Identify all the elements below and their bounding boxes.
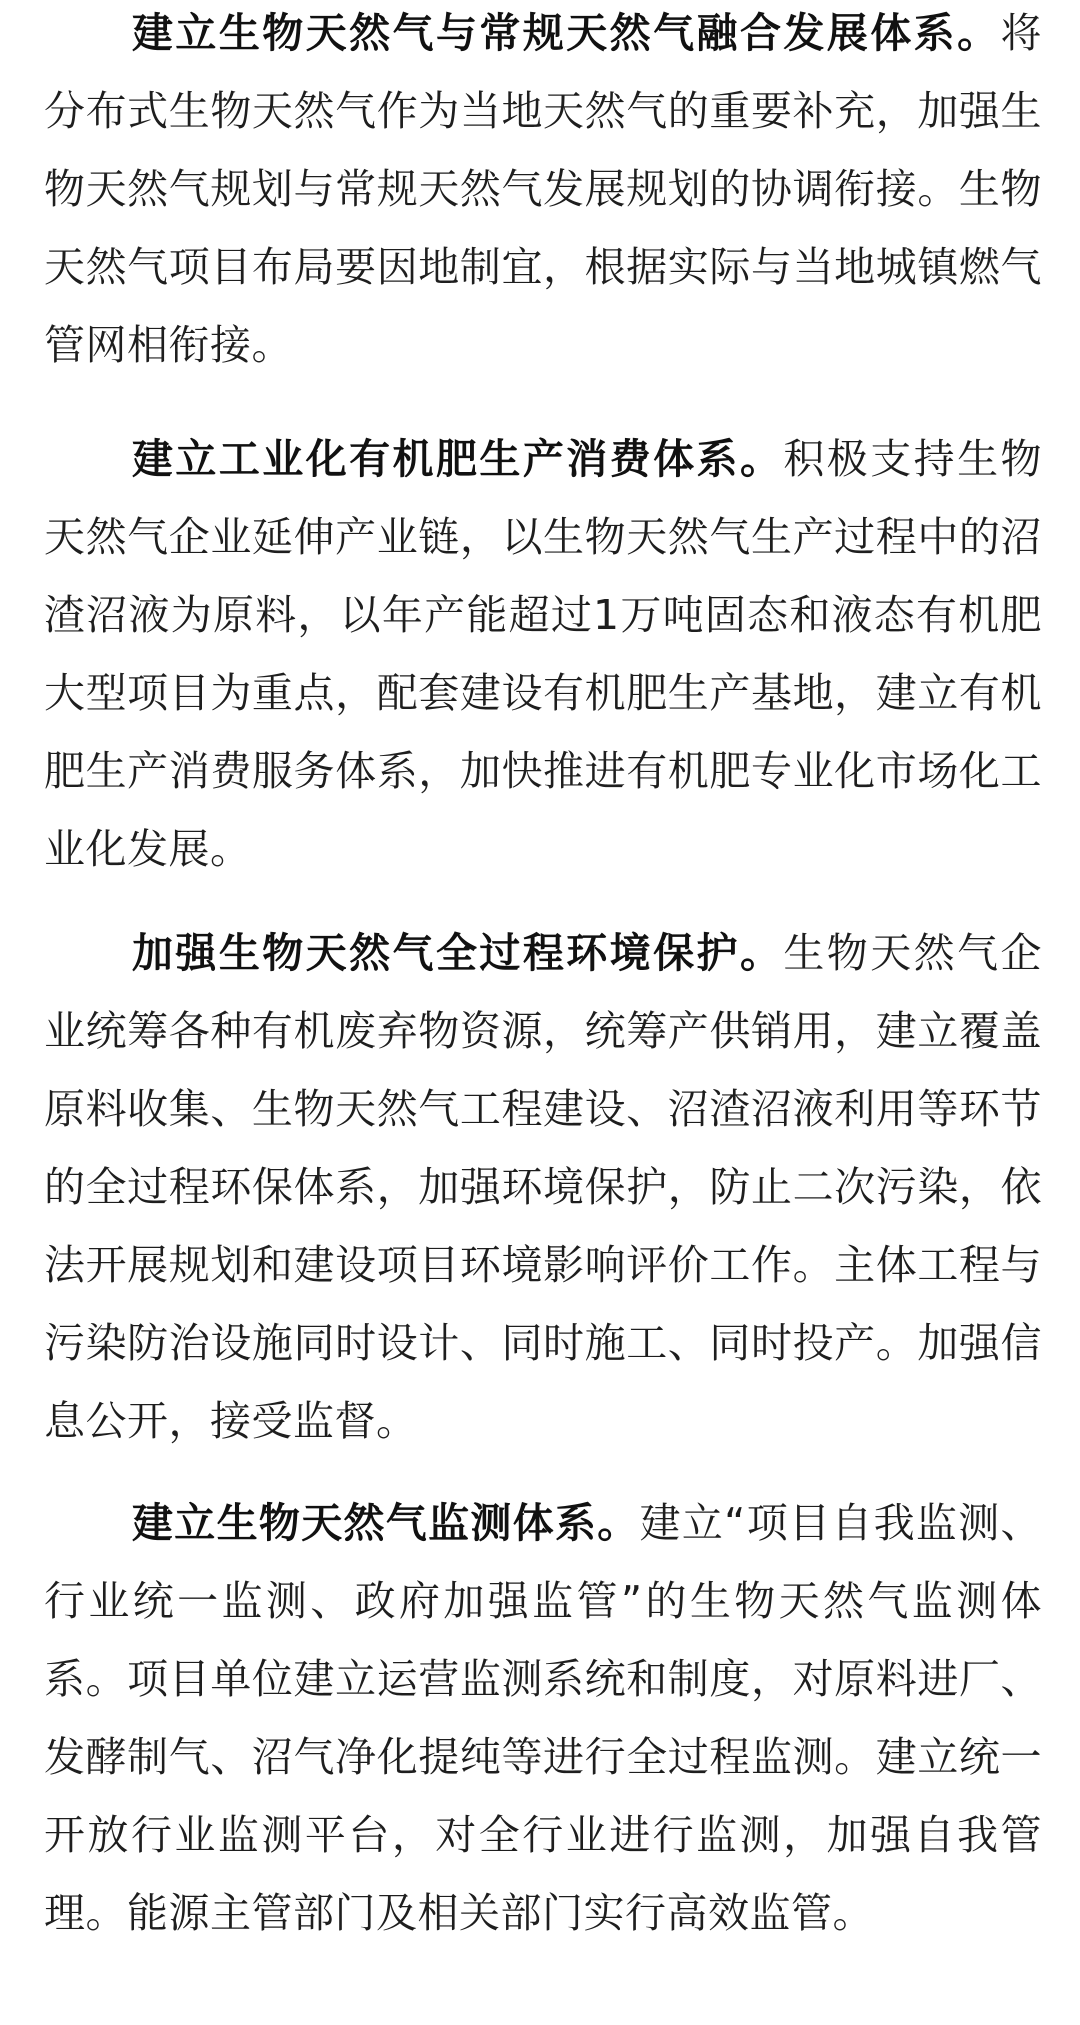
paragraph-heading: 加强生物天然气全过程环境保护。: [132, 929, 784, 977]
paragraph-body: 生物天然气企业统筹各种有机废弃物资源，统筹产供销用，建立覆盖原料收集、生物天然气工程建设、沼渣沼液利用等环节的全过程环保体系，加强环境保护，防止二次污染，依 法开展规划和建设项目环境影响评价工作。主体工程与污染防治设施同时设计、同时施工、同时投产。加强信息公开，接受监督。: [44, 929, 1042, 1445]
paragraph-heading: 建立工业化有机肥生产消费体系。: [132, 435, 784, 483]
paragraph-body: 积极支持生物天然气企业延伸产业链，以生物天然气生产过程中的沼渣沼液为原料，以年产能超过1万吨固态和液态有机肥大型项目为重点，配套建设有机肥生产基地，建立有机肥生产消费服务体系，加快推进有机肥专业化市场化工业化发展。: [44, 435, 1042, 873]
paragraph-heading: 建立生物天然气监测体系。: [132, 1499, 640, 1547]
paragraph-organic-fertilizer: [44, 420, 1042, 888]
paragraph-body: 建立“项目自我监测、行业统一监测、政府加强监管”的生物天然气监测体系。项目单位建立运营监测系统和制度，对原料进厂、发酵制气、沼气净化提纯等进行全过程监测。建立统一开放行业监测平台，对全行业进行监测，加强自我管理。能源主管部门及相关部门实行高效监管。: [44, 1499, 1042, 1937]
paragraph-heading: 建立生物天然气与常规天然气融合发展体系。: [132, 9, 1001, 57]
paragraph-biogas-integration: [44, 0, 1042, 384]
paragraph-body: 将分布式生物天然气作为当地天然气的重要补充，加强生物天然气规划与常规天然气发展规划的协调衔接。生物天然气项目布局要因地制宜，根据实际与当地城镇燃气管网相衔接。: [44, 9, 1042, 369]
paragraph-environmental-protection: [44, 914, 1042, 1460]
paragraph-monitoring-system: [44, 1484, 1042, 1952]
